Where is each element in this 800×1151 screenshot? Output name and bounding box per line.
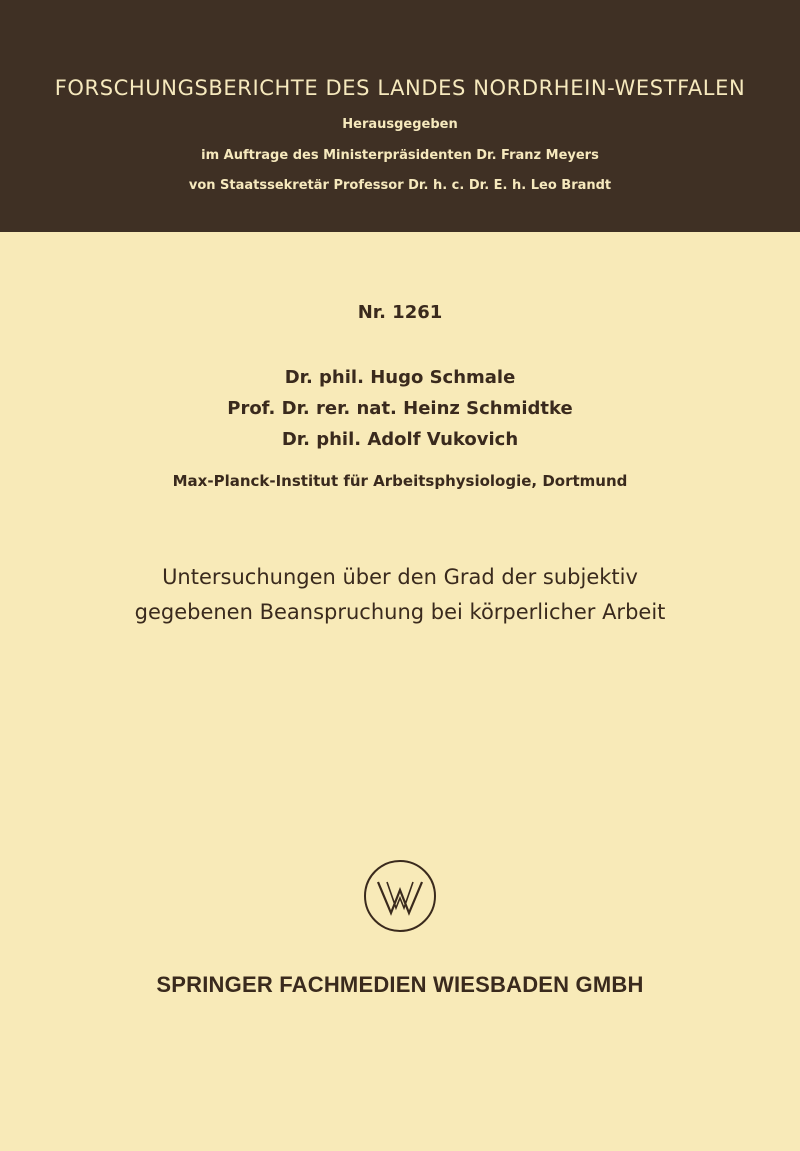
author-2: Prof. Dr. rer. nat. Heinz Schmidtke xyxy=(227,398,573,419)
institute: Max-Planck-Institut für Arbeitsphysiologie, Dortmund xyxy=(172,472,628,490)
author-1: Dr. phil. Hugo Schmale xyxy=(284,367,516,388)
editor-line-3: von Staatssekretär Professor Dr. h. c. Dr. E. h. Leo Brandt xyxy=(188,178,612,193)
publisher-name: SPRINGER FACHMEDIEN WIESBADEN GMBH xyxy=(156,972,644,997)
title-line-1: Untersuchungen über den Grad der subjektiv xyxy=(162,565,638,589)
editor-line-1: Herausgegeben xyxy=(342,117,458,132)
report-number: Nr. 1261 xyxy=(357,302,443,323)
publisher-vw-logo-icon xyxy=(362,858,438,934)
series-title: FORSCHUNGSBERICHTE DES LANDES NORDRHEIN-WESTFALEN xyxy=(54,76,746,100)
editor-line-2: im Auftrage des Ministerpräsidenten Dr. Franz Meyers xyxy=(201,148,599,163)
author-3: Dr. phil. Adolf Vukovich xyxy=(281,429,519,450)
header-band xyxy=(0,0,800,232)
title-line-2: gegebenen Beanspruchung bei körperlicher Arbeit xyxy=(134,600,666,624)
